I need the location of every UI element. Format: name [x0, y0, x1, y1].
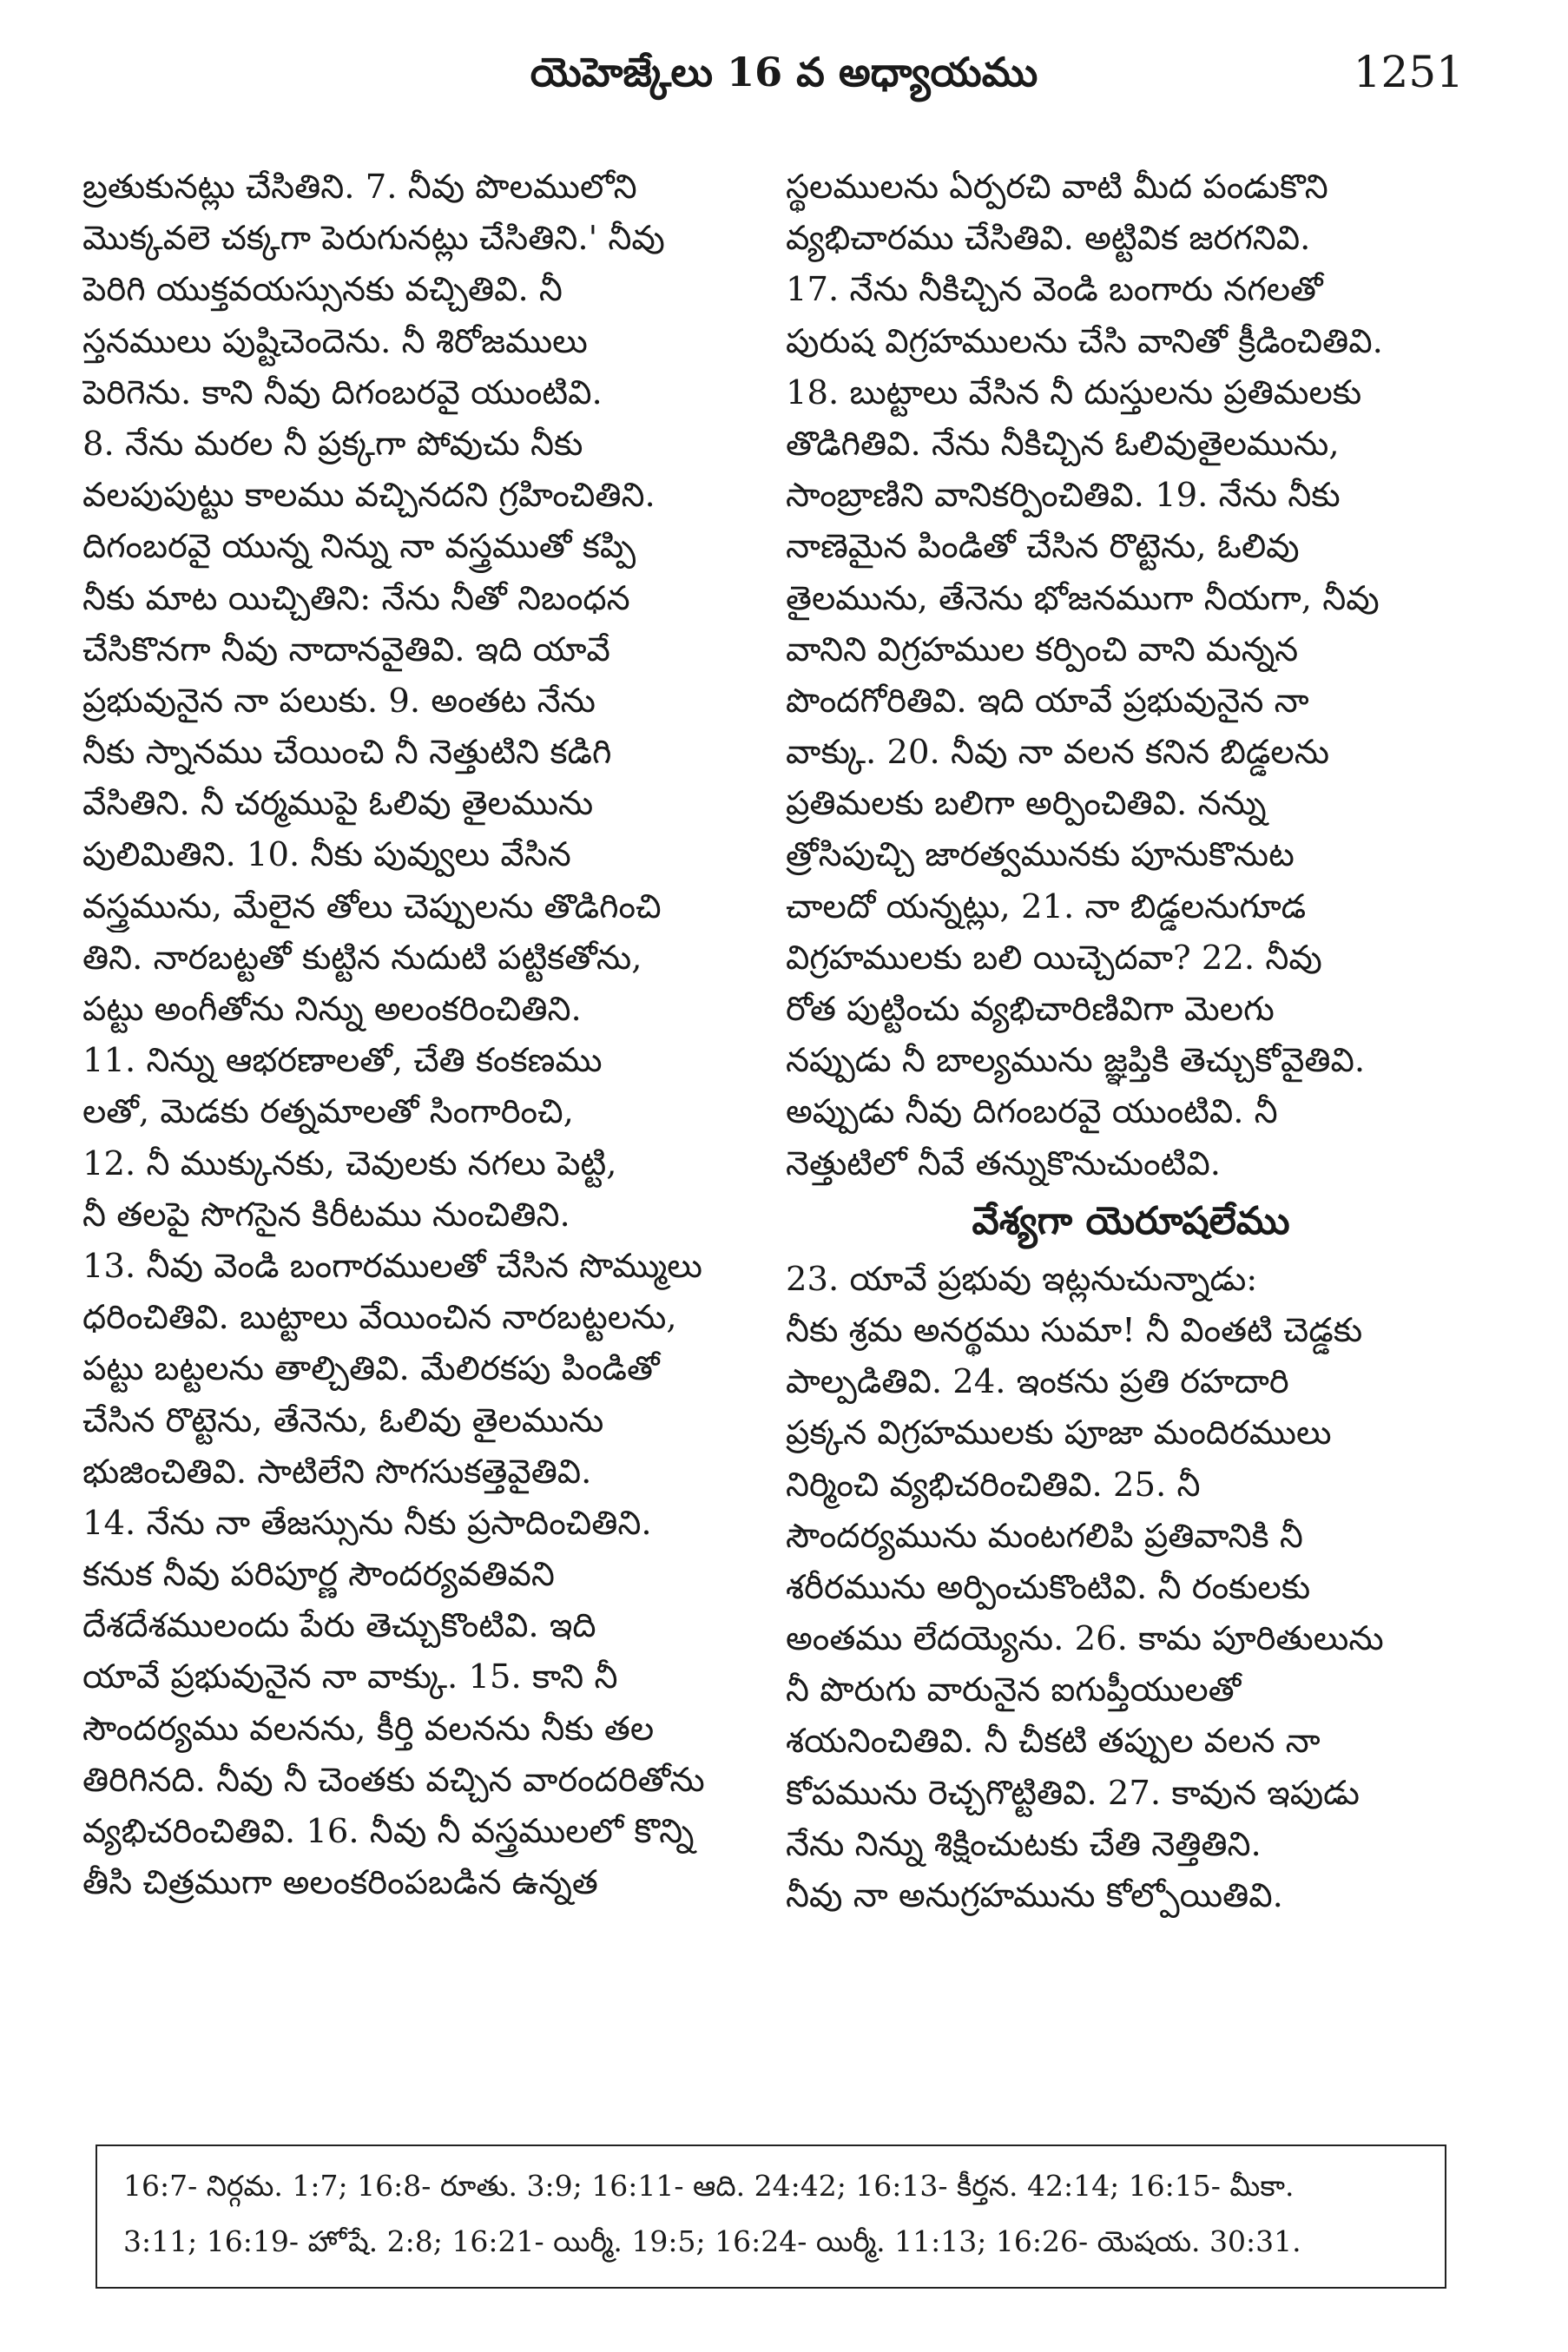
text-line: కోపమును రెచ్చగొట్టితివి. 27. కావున ఇపుడు	[786, 1773, 1360, 1813]
text-line: స్థలములను ఏర్పరచి వాటి మీద పండుకొని	[786, 168, 1328, 207]
text-line: 18. బుట్టాలు వేసిన నీ దుస్తులను ప్రతిమలకు	[786, 372, 1362, 412]
text-line: వలపుపుట్టు కాలము వచ్చినదని గ్రహించితిని.	[82, 476, 656, 516]
cross-reference-box	[96, 2144, 1446, 2289]
right-column	[786, 161, 1476, 1921]
chapter-title: యెహెజ్కేలు 16 వ అధ్యాయము	[530, 49, 1038, 96]
text-line: వాక్కు. 20. నీవు నా వలన కనిన బిడ్డలను	[786, 733, 1330, 773]
text-line: బ్రతుకునట్లు చేసితిని. 7. నీవు పొలములోని	[82, 168, 637, 207]
text-line: తైలమును, తేనెను భోజనముగా నీయగా, నీవు	[786, 578, 1380, 618]
text-line: సాంబ్రాణిని వానికర్పించితివి. 19. నేను నీకు	[786, 476, 1341, 516]
text-line: నీకు స్నానము చేయించి నీ నెత్తుటిని కడిగి	[82, 733, 612, 773]
text-line: పెరిగి యుక్తవయస్సునకు వచ్చితివి. నీ	[82, 270, 563, 310]
text-line: 14. నేను నా తేజస్సును నీకు ప్రసాదించితిని.	[82, 1503, 652, 1543]
text-line: వస్త్రమును, మేలైన తోలు చెప్పులను తొడిగించి	[82, 886, 662, 926]
text-line: నీకు మాట యిచ్చితిని: నేను నీతో నిబంధన	[82, 578, 630, 618]
text-line: పెరిగెను. కాని నీవు దిగంబరవై యుంటివి.	[82, 372, 603, 412]
text-line: ప్రక్కన విగ్రహములకు పూజా మందిరములు	[786, 1413, 1332, 1453]
text-line: శయనించితివి. నీ చీకటి తప్పుల వలన నా	[786, 1722, 1321, 1762]
text-line: పొందగోరితివి. ఇది యావే ప్రభువునైన నా	[786, 681, 1309, 721]
text-line: విగ్రహములకు బలి యిచ్చెదవా? 22. నీవు	[786, 938, 1322, 978]
text-line: తిని. నారబట్టతో కుట్టిన నుదుటి పట్టికతోను,	[82, 938, 642, 978]
text-line: చేసికొనగా నీవు నాదానవైతివి. ఇది యావే	[82, 629, 610, 669]
text-line: ప్రభువునైన నా పలుకు. 9. అంతట నేను	[82, 681, 596, 721]
text-line: 23. యావే ప్రభువు ఇట్లనుచున్నాడు:	[786, 1259, 1258, 1299]
left-column	[82, 161, 773, 1908]
text-line: త్రోసిపుచ్చి జారత్వమునకు పూనుకొనుట	[786, 835, 1295, 875]
text-line: చాలదో యన్నట్లు, 21. నా బిడ్డలనుగూడ	[786, 886, 1307, 926]
text-line: 11. నిన్ను ఆభరణాలతో, చేతి కంకణము	[82, 1041, 603, 1081]
text-line: నీ పొరుగు వారునైన ఐగుప్తీయులతో	[786, 1670, 1242, 1710]
text-line: తిరిగినది. నీవు నీ చెంతకు వచ్చిన వారందరితోను	[82, 1760, 705, 1800]
text-line: తీసి చిత్రముగా అలంకరింపబడిన ఉన్నత	[82, 1863, 598, 1903]
text-line: కనుక నీవు పరిపూర్ణ సౌందర్యవతివని	[82, 1555, 555, 1595]
cross-reference-line-2: 3:11; 16:19- హోషే. 2:8; 16:21- యిర్మీ. 19:5; 16:24- యిర్మీ. 11:13; 16:26- యెషయ. 30:31.	[123, 2224, 1301, 2258]
text-line: భుజించితివి. సాటిలేని సొగసుకత్తెవైతివి.	[82, 1452, 592, 1492]
text-line: లతో, మెడకు రత్నమాలతో సింగారించి,	[82, 1092, 574, 1132]
text-line: 17. నేను నీకిచ్చిన వెండి బంగారు నగలతో	[786, 270, 1323, 310]
cross-reference-line-1: 16:7- నిర్గమ. 1:7; 16:8- రూతు. 3:9; 16:11- ఆది. 24:42; 16:13- కీర్తన. 42:14; 16:15- మీకా.	[123, 2169, 1295, 2203]
section-heading: వేశ్యగా యెరూషలేము	[972, 1198, 1290, 1243]
text-line: రోత పుట్టించు వ్యభిచారిణివిగా మెలగు	[786, 990, 1275, 1029]
text-line: వ్యభిచారము చేసితివి. అట్టివిక జరగనివి.	[786, 219, 1311, 259]
text-line: దిగంబరవై యున్న నిన్ను నా వస్త్రముతో కప్పి	[82, 527, 636, 567]
text-line: నాణెమైన పిండితో చేసిన రొట్టెను, ఓలివు	[786, 527, 1300, 567]
text-line: నప్పుడు నీ బాల్యమును జ్ఞప్తికి తెచ్చుకోవైతివి.	[786, 1041, 1366, 1081]
text-line: సౌందర్యము వలనను, కీర్తి వలనను నీకు తల	[82, 1709, 655, 1749]
text-line: వానిని విగ్రహముల కర్పించి వాని మన్నన	[786, 629, 1299, 669]
text-line: 13. నీవు వెండి బంగారములతో చేసిన సొమ్ములు	[82, 1246, 702, 1286]
text-line: స్తనములు పుష్టిచెందెను. నీ శిరోజములు	[82, 321, 588, 361]
text-line: పురుష విగ్రహములను చేసి వానితో క్రీడించితివి.	[786, 321, 1383, 361]
text-line: పాల్పడితివి. 24. ఇంకను ప్రతి రహదారి	[786, 1362, 1289, 1402]
text-line: తొడిగితివి. నేను నీకిచ్చిన ఓలివుతైలమును,	[786, 424, 1340, 464]
text-line: నిర్మించి వ్యభిచరించితివి. 25. నీ	[786, 1465, 1201, 1505]
page-number: 1251	[1353, 47, 1464, 97]
text-line: సౌందర్యమును మంటగలిపి ప్రతివానికి నీ	[786, 1516, 1303, 1556]
text-line: పట్టు బట్టలను తాల్చితివి. మేలిరకపు పిండితో	[82, 1349, 660, 1389]
text-line: శరీరమును అర్పించుకొంటివి. నీ రంకులకు	[786, 1567, 1311, 1607]
text-line: చేసిన రొట్టెను, తేనెను, ఓలివు తైలమును	[82, 1400, 604, 1440]
text-line: నీకు శ్రమ అనర్థము సుమా! నీ వింతటి చెడ్డకు	[786, 1310, 1363, 1350]
text-line: పులిమితిని. 10. నీకు పువ్వులు వేసిన	[82, 835, 571, 875]
text-line: నీ తలపై సొగసైన కిరీటము నుంచితిని.	[82, 1195, 570, 1235]
text-line: మొక్కవలె చక్కగా పెరుగునట్లు చేసితిని.' నీవు	[82, 219, 665, 259]
text-line: నీవు నా అనుగ్రహమును కోల్పోయితివి.	[786, 1876, 1283, 1915]
text-line: వేసితిని. నీ చర్మముపై ఓలివు తైలమును	[82, 784, 594, 824]
text-line: అప్పుడు నీవు దిగంబరవై యుంటివి. నీ	[786, 1092, 1278, 1132]
text-line: అంతము లేదయ్యెను. 26. కామ పూరితులును	[786, 1619, 1384, 1659]
text-line: 12. నీ ముక్కునకు, చెవులకు నగలు పెట్టి,	[82, 1143, 617, 1183]
text-line: ధరించితివి. బుట్టాలు వేయించిన నారబట్టలను,	[82, 1298, 677, 1338]
text-line: వ్యభిచరించితివి. 16. నీవు నీ వస్త్రములలో కొన్ని	[82, 1812, 695, 1851]
text-line: యావే ప్రభువునైన నా వాక్కు. 15. కాని నీ	[82, 1657, 618, 1697]
text-line: 8. నేను మరల నీ ప్రక్కగా పోవుచు నీకు	[82, 424, 583, 464]
text-line: నెత్తుటిలో నీవే తన్నుకొనుచుంటివి.	[786, 1143, 1221, 1183]
text-line: పట్టు అంగీతోను నిన్ను అలంకరించితిని.	[82, 990, 582, 1029]
text-line: దేశదేశములందు పేరు తెచ్చుకొంటివి. ఇది	[82, 1606, 596, 1646]
text-line: నేను నిన్ను శిక్షించుటకు చేతి నెత్తితిని.	[786, 1824, 1262, 1864]
text-line: ప్రతిమలకు బలిగా అర్పించితివి. నన్ను	[786, 784, 1267, 824]
